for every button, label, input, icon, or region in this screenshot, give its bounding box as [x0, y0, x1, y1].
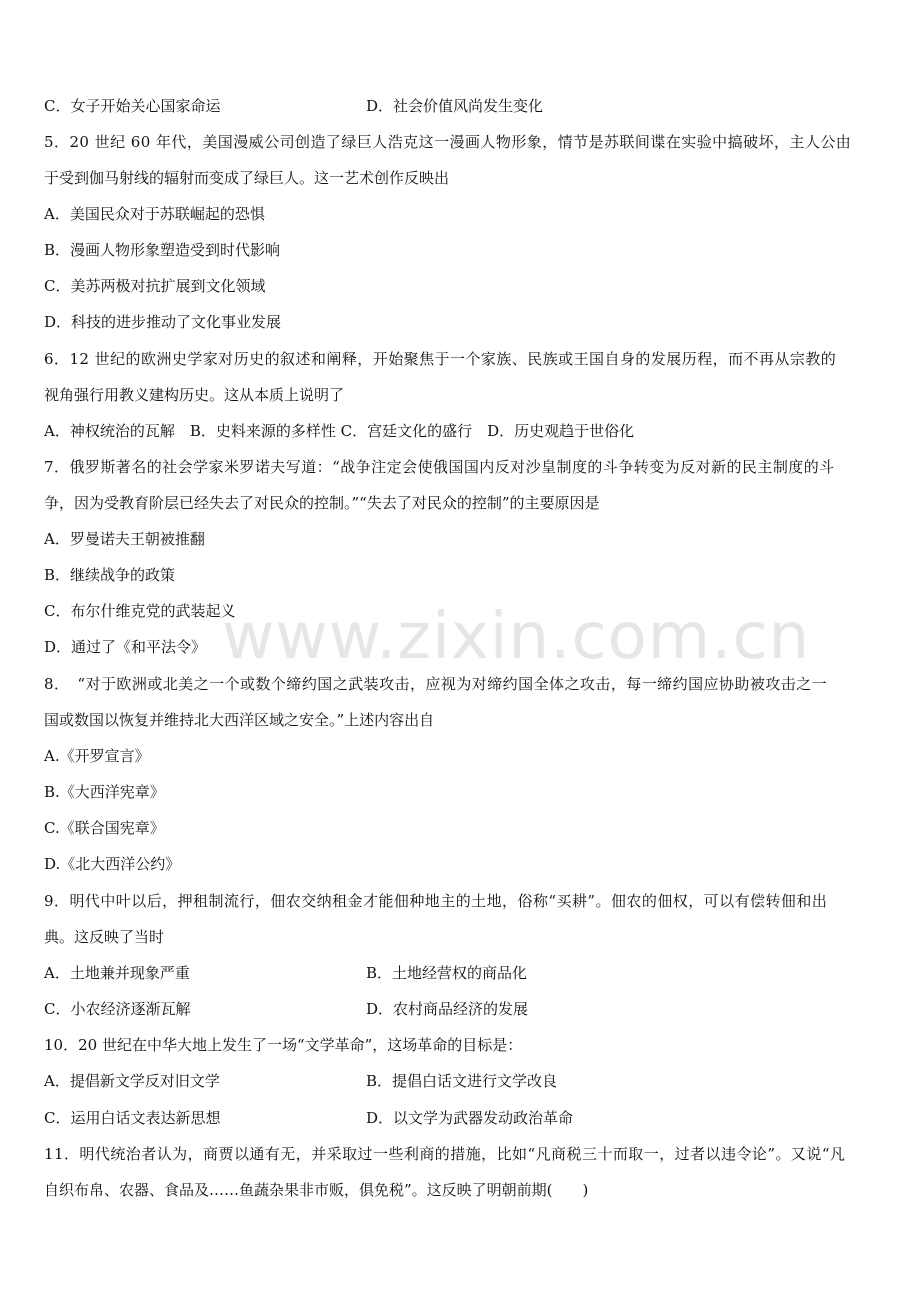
q9-stem-line1: 9．明代中叶以后，押租制流行，佃农交纳租金才能佃种地主的土地，俗称“买耕”。佃农的佃权，可以有偿转佃和出 [44, 892, 828, 910]
q6-stem-line2: 视角强行用教义建构历史。这从本质上说明了 [44, 386, 345, 404]
q10-option-b: B．提倡白话文进行文学改良 [366, 1072, 558, 1090]
watermark: www.zixin.com.cn [222, 600, 811, 674]
q7-option-c: C．布尔什维克党的武装起义 [44, 602, 236, 620]
q4-option-d: D．社会价值风尚发生变化 [366, 97, 544, 115]
q8-stem-line1: 8． “对于欧洲或北美之一个或数个缔约国之武装攻击，应视为对缔约国全体之攻击，每一缔约国应协助被攻击之一 [44, 675, 828, 693]
q11-stem-line1: 11．明代统治者认为，商贾以通有无，并采取过一些利商的措施，比如“凡商税三十而取一，过者以违令论”。又说“凡 [44, 1145, 846, 1163]
q9-stem-line2: 典。这反映了当时 [44, 928, 165, 946]
q4-option-c: C．女子开始关心国家命运 [44, 97, 221, 115]
q7-option-d: D．通过了《和平法令》 [44, 638, 207, 656]
q10-option-a: A．提倡新文学反对旧文学 [44, 1072, 220, 1090]
q7-stem-line1: 7．俄罗斯著名的社会学家米罗诺夫写道：“战争注定会使俄国国内反对沙皇制度的斗争转变为反对新的民主制度的斗 [44, 458, 835, 476]
q9-option-a: A．土地兼并现象严重 [44, 964, 190, 982]
q5-option-a: A．美国民众对于苏联崛起的恐惧 [44, 205, 265, 223]
q7-stem-line2: 争，因为受教育阶层已经失去了对民众的控制。”“失去了对民众的控制”的主要原因是 [44, 494, 600, 512]
q5-stem-line2: 于受到伽马射线的辐射而变成了绿巨人。这一艺术创作反映出 [44, 169, 450, 187]
q8-option-a: A.《开罗宣言》 [44, 747, 150, 765]
q9-option-b: B．土地经营权的商品化 [366, 964, 528, 982]
q9-option-d: D．农村商品经济的发展 [366, 1000, 529, 1018]
q10-stem: 10．20 世纪在中华大地上发生了一场“文学革命”，这场革命的目标是： [44, 1036, 523, 1054]
q7-option-a: A．罗曼诺夫王朝被推翻 [44, 530, 205, 548]
q8-option-c: C.《联合国宪章》 [44, 819, 165, 837]
q5-option-c: C．美苏两极对抗扩展到文化领域 [44, 277, 266, 295]
q5-option-b: B．漫画人物形象塑造受到时代影响 [44, 241, 281, 259]
q11-stem-line2: 自织布帛、农器、食品及……鱼蔬杂果非市贩，俱免税”。这反映了明朝前期( ) [44, 1181, 589, 1199]
q5-stem-line1: 5．20 世纪 60 年代，美国漫威公司创造了绿巨人浩克这一漫画人物形象，情节是苏联间谍在实验中搞破坏，主人公由 [44, 133, 852, 151]
q10-option-d: D．以文学为武器发动政治革命 [366, 1109, 574, 1127]
q8-option-b: B.《大西洋宪章》 [44, 783, 165, 801]
q6-options: A．神权统治的瓦解 B．史料来源的多样性 C．宫廷文化的盛行 D．历史观趋于世俗化 [44, 422, 635, 440]
q5-option-d: D．科技的进步推动了文化事业发展 [44, 313, 282, 331]
q8-stem-line2: 国或数国以恢复并维持北大西洋区域之安全。”上述内容出自 [44, 711, 435, 729]
q6-stem-line1: 6．12 世纪的欧洲史学家对历史的叙述和阐释，开始聚焦于一个家族、民族或王国自身的发展历程，而不再从宗教的 [44, 350, 837, 368]
q8-option-d: D.《北大西洋公约》 [44, 855, 181, 873]
q10-option-c: C．运用白话文表达新思想 [44, 1109, 221, 1127]
q9-option-c: C．小农经济逐渐瓦解 [44, 1000, 191, 1018]
q7-option-b: B．继续战争的政策 [44, 566, 176, 584]
